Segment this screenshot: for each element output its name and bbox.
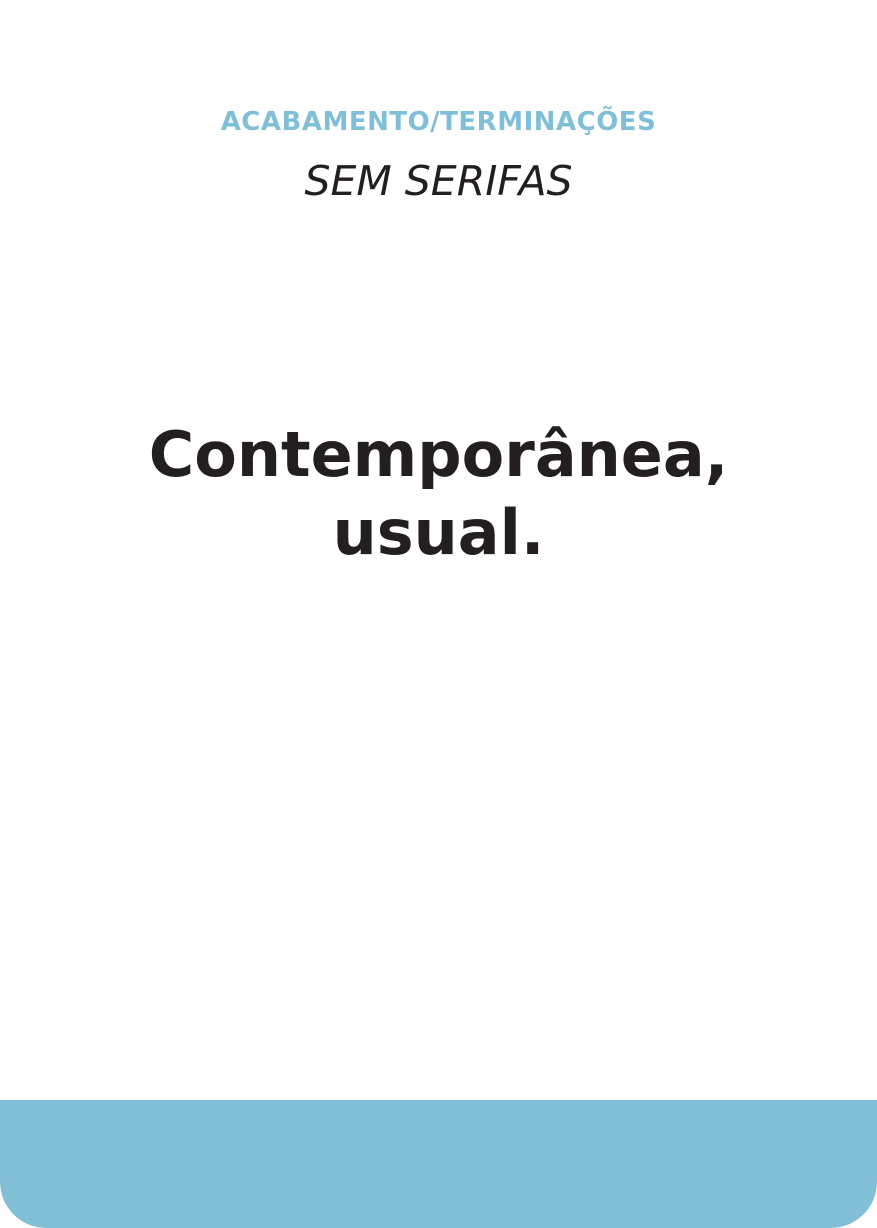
footer-color-band bbox=[0, 1100, 877, 1228]
headline-line-1: Contemporânea, bbox=[148, 418, 729, 491]
category-label: ACABAMENTO/TERMINAÇÕES bbox=[220, 107, 657, 137]
headline bbox=[0, 416, 877, 572]
card-subtitle: SEM SERIFAS bbox=[304, 157, 573, 205]
headline-line-2: usual. bbox=[332, 496, 545, 569]
